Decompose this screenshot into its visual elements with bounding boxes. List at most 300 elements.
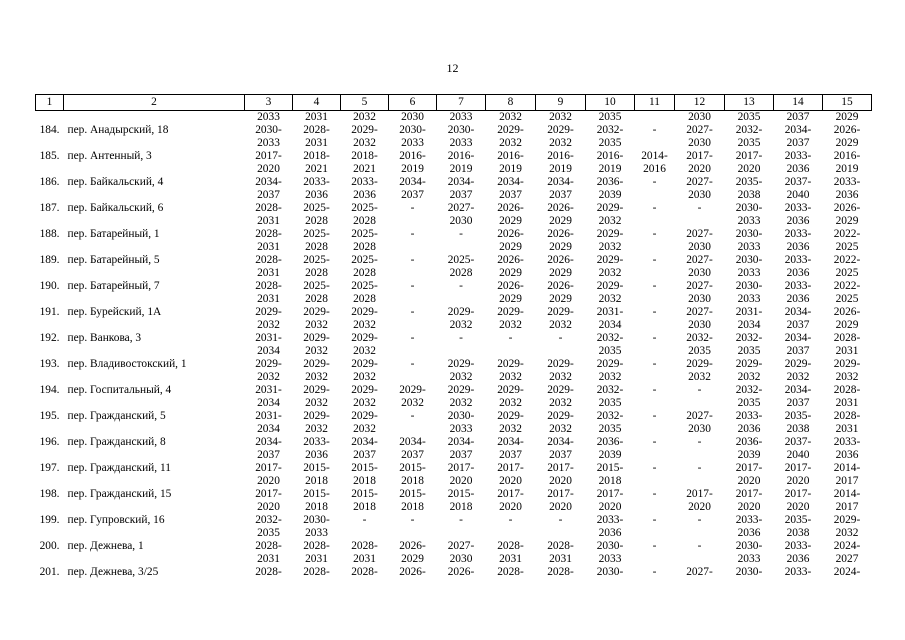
period-cell: 2025- (447, 254, 475, 266)
period-cell: 2028- (351, 566, 378, 578)
period-cell: 2026- (399, 540, 426, 552)
period-cell: 2037- (784, 436, 812, 448)
period-cell: 2029- (255, 358, 282, 370)
period-cell (635, 293, 675, 306)
period-cell: 2026- (497, 280, 524, 292)
period-cell: 2029- (497, 306, 524, 318)
period-cell: 2035- (735, 176, 763, 188)
period-cell (635, 423, 675, 436)
page-number: 12 (446, 61, 459, 75)
period-cell: 2027- (686, 176, 713, 188)
period-cell: 2040 (786, 189, 810, 201)
period-cell: 2020 (786, 475, 810, 487)
period-cell (536, 527, 586, 540)
address-cell: пер. Гражданский, 5 (67, 410, 166, 422)
period-cell: 2028 (305, 215, 328, 227)
period-cell: 2017- (784, 488, 812, 500)
period-cell: 2033- (784, 566, 812, 578)
period-cell: 2032 (549, 423, 572, 435)
period-cell: 2014- (641, 150, 668, 162)
table-header-row (36, 95, 872, 111)
row-number: 191. (39, 306, 60, 318)
period-cell: 2034 (257, 397, 280, 409)
period-cell: 2037 (401, 449, 424, 461)
address-cell (64, 111, 245, 125)
period-cell: 2028- (303, 540, 330, 552)
address-cell: пер. Антенный, 3 (67, 150, 152, 162)
period-cell: 2025 (835, 241, 859, 253)
address-cell: пер. Бурейский, 1А (67, 306, 162, 318)
period-cell: 2031 (305, 137, 328, 149)
table-row (36, 345, 872, 358)
period-cell: 2036- (596, 176, 624, 188)
period-cell: 2032- (596, 124, 624, 136)
period-cell: 2033- (351, 176, 378, 188)
period-cell: - (508, 514, 513, 526)
address-cell (64, 501, 245, 514)
table-row (36, 228, 872, 241)
period-cell: 2018- (303, 150, 330, 162)
period-cell: 2025- (303, 228, 330, 240)
address-cell (64, 371, 245, 384)
period-cell: 2026- (833, 202, 861, 214)
period-cell (486, 345, 536, 358)
period-cell: 2034- (447, 436, 475, 448)
period-cell: 2033 (401, 137, 424, 149)
period-cell: 2029- (547, 124, 574, 136)
table-row (36, 540, 872, 553)
column-header-1: 1 (36, 95, 64, 111)
period-cell: 2015- (303, 488, 330, 500)
period-cell: 2029- (351, 306, 378, 318)
period-cell: 2031 (835, 345, 859, 357)
period-cell (675, 475, 725, 488)
period-cell: 2030- (735, 280, 763, 292)
period-cell: - (459, 228, 463, 240)
period-cell: 2029- (351, 358, 378, 370)
period-cell: - (652, 462, 657, 474)
period-cell: 2017- (784, 462, 812, 474)
table-row (36, 176, 872, 189)
period-cell: 2029- (547, 384, 574, 396)
row-number (36, 163, 64, 176)
period-cell: 2036 (835, 189, 859, 201)
period-cell: 2033- (833, 436, 861, 448)
period-cell: 2035 (598, 345, 622, 357)
period-cell: 2031 (499, 553, 522, 565)
period-cell: 2018 (401, 475, 424, 487)
row-number: 199. (39, 514, 60, 526)
period-cell: 2019 (598, 163, 622, 175)
period-cell: 2032- (735, 124, 763, 136)
period-cell: 2031 (835, 397, 859, 409)
period-cell: 2037 (549, 189, 572, 201)
period-cell: 2032- (686, 332, 713, 344)
period-cell: 2029 (835, 215, 859, 227)
period-cell (389, 267, 437, 280)
period-cell: 2028 (353, 215, 376, 227)
period-cell: 2035 (737, 111, 761, 123)
period-cell: 2026- (547, 280, 574, 292)
row-number: 186. (39, 176, 60, 188)
column-header-6: 6 (389, 95, 437, 111)
period-cell: 2033 (737, 267, 761, 279)
row-number (36, 397, 64, 410)
period-cell: 2036 (786, 293, 810, 305)
address-cell (64, 137, 245, 150)
column-header-7: 7 (437, 95, 486, 111)
address-cell (64, 241, 245, 254)
period-cell: 2031- (255, 332, 282, 344)
period-cell: 2030- (735, 566, 763, 578)
period-cell: 2016- (833, 150, 861, 162)
period-cell: 2033 (257, 111, 280, 123)
period-cell: 2017 (835, 475, 859, 487)
period-cell: 2026- (497, 254, 524, 266)
period-cell: 2033- (784, 254, 812, 266)
period-cell: 2019 (835, 163, 859, 175)
period-cell: 2032 (499, 423, 522, 435)
row-number (36, 475, 64, 488)
period-cell: 2017 (835, 501, 859, 513)
period-cell: 2028- (303, 124, 330, 136)
period-cell: 2034- (497, 176, 524, 188)
period-cell: 2037 (257, 449, 280, 461)
period-cell: 2015- (351, 488, 378, 500)
period-cell: 2028- (303, 566, 330, 578)
period-cell: 2022- (833, 254, 861, 266)
period-cell (635, 449, 675, 462)
period-cell: 2033 (449, 111, 473, 123)
period-cell: 2030- (735, 254, 763, 266)
period-cell: 2030 (688, 423, 711, 435)
period-cell: 2020 (499, 475, 522, 487)
period-cell: 2029- (784, 358, 812, 370)
address-cell: пер. Владивостокский, 1 (67, 358, 187, 370)
period-cell: 2034- (784, 384, 812, 396)
period-cell: 2032 (305, 319, 328, 331)
period-cell: 2018 (353, 475, 376, 487)
address-cell (64, 293, 245, 306)
row-number (36, 319, 64, 332)
address-cell (64, 215, 245, 228)
period-cell: 2033- (735, 514, 763, 526)
period-cell: 2029- (255, 306, 282, 318)
period-cell: 2034- (547, 176, 574, 188)
row-number (36, 293, 64, 306)
period-cell: 2036 (305, 449, 328, 461)
period-cell: 2029- (735, 358, 763, 370)
address-cell (64, 319, 245, 332)
period-cell: 2018 (598, 475, 622, 487)
period-cell (486, 527, 536, 540)
period-cell: 2034 (257, 345, 280, 357)
column-header-13: 13 (725, 95, 774, 111)
period-cell: 2025- (303, 280, 330, 292)
period-cell: 2028- (255, 254, 282, 266)
period-cell (437, 345, 486, 358)
column-header-10: 10 (586, 95, 635, 111)
table-row (36, 566, 872, 579)
period-cell: 2031- (255, 384, 282, 396)
period-cell: 2036- (596, 436, 624, 448)
period-cell: 2032 (598, 215, 622, 227)
period-cell: 2033 (449, 137, 473, 149)
period-cell: 2032 (549, 319, 572, 331)
period-cell: 2031 (257, 293, 280, 305)
period-cell: 2036 (835, 449, 859, 461)
address-cell (64, 267, 245, 280)
period-cell: 2032- (596, 384, 624, 396)
period-cell (389, 319, 437, 332)
period-cell (341, 527, 389, 540)
period-cell: 2026- (497, 202, 524, 214)
table-row (36, 410, 872, 423)
period-cell: 2029 (835, 111, 859, 123)
period-cell: - (697, 436, 702, 448)
table-row (36, 280, 872, 293)
period-cell: 2026- (447, 566, 475, 578)
row-number: 185. (39, 150, 60, 162)
table-row (36, 436, 872, 449)
period-cell: 2029- (497, 384, 524, 396)
period-cell: 2025- (351, 202, 378, 214)
period-cell: 2019 (449, 163, 473, 175)
period-cell: 2031 (835, 423, 859, 435)
period-cell: 2033- (784, 202, 812, 214)
period-cell: 2025- (351, 280, 378, 292)
period-cell: 2029- (596, 358, 624, 370)
period-cell: 2021 (305, 163, 328, 175)
period-cell: 2036 (737, 527, 761, 539)
period-cell: 2015- (303, 462, 330, 474)
period-cell: 2032 (598, 293, 622, 305)
table-row (36, 384, 872, 397)
period-cell: 2030- (735, 202, 763, 214)
period-cell: 2028- (547, 540, 574, 552)
period-cell: - (697, 462, 702, 474)
period-cell (437, 293, 486, 306)
address-cell: пер. Ванкова, 3 (67, 332, 142, 344)
period-cell: 2029- (547, 306, 574, 318)
row-number (36, 345, 64, 358)
column-header-11: 11 (635, 95, 675, 111)
period-cell: 2032 (786, 371, 810, 383)
period-cell: 2037 (499, 449, 522, 461)
period-cell: 2017- (255, 150, 282, 162)
period-cell: 2034- (255, 176, 282, 188)
period-cell: 2026- (547, 254, 574, 266)
period-cell: 2030 (401, 111, 424, 123)
period-cell: 2036 (786, 163, 810, 175)
period-cell (389, 371, 437, 384)
period-cell: 2032 (305, 397, 328, 409)
period-cell: 2035 (598, 423, 622, 435)
period-cell: - (410, 306, 415, 318)
period-cell (635, 215, 675, 228)
period-cell: 2027- (447, 202, 475, 214)
period-cell: 2034 (737, 319, 761, 331)
column-header-5: 5 (341, 95, 389, 111)
period-cell: - (558, 514, 563, 526)
period-cell (675, 397, 725, 410)
period-cell (635, 501, 675, 514)
period-cell: 2033- (303, 176, 330, 188)
period-cell: 2032 (549, 371, 572, 383)
period-cell: 2037 (499, 189, 522, 201)
period-cell: 2035 (737, 397, 761, 409)
period-cell: 2036 (786, 553, 810, 565)
period-cell: 2018 (305, 475, 328, 487)
row-number (36, 189, 64, 202)
period-cell: 2024- (833, 566, 861, 578)
address-cell (64, 189, 245, 202)
row-number (36, 527, 64, 540)
address-cell (64, 553, 245, 566)
period-cell: 2029- (351, 384, 378, 396)
period-cell: 2034 (257, 423, 280, 435)
period-cell: 2027- (447, 540, 475, 552)
period-cell: 2029 (401, 553, 424, 565)
period-cell: 2015- (596, 462, 624, 474)
period-cell: 2020 (598, 501, 622, 513)
period-cell: 2028 (353, 293, 376, 305)
period-cell: 2038 (786, 423, 810, 435)
period-cell: 2035 (737, 137, 761, 149)
column-header-2: 2 (64, 95, 245, 111)
period-cell: 2038 (786, 527, 810, 539)
period-cell: 2029 (835, 137, 859, 149)
period-cell: 2034- (547, 436, 574, 448)
period-cell: 2032- (596, 332, 624, 344)
period-cell: 2032 (737, 371, 761, 383)
address-cell: пер. Батарейный, 7 (67, 280, 160, 292)
period-cell (675, 553, 725, 566)
table-row (36, 449, 872, 462)
period-cell: 2018 (449, 501, 473, 513)
period-cell: 2030- (303, 514, 330, 526)
period-cell: 2038 (737, 189, 761, 201)
period-cell: 2035 (598, 111, 622, 123)
period-cell: 2021 (353, 163, 376, 175)
period-cell (635, 267, 675, 280)
period-cell: 2034- (399, 176, 426, 188)
period-cell: 2024- (833, 540, 861, 552)
period-cell: 2031 (257, 267, 280, 279)
period-cell: 2035 (257, 527, 280, 539)
period-cell: 2032 (499, 319, 522, 331)
period-cell (635, 475, 675, 488)
period-cell: 2032 (549, 137, 572, 149)
period-cell: - (410, 332, 415, 344)
address-cell (64, 163, 245, 176)
period-cell: 2028- (547, 566, 574, 578)
period-cell (635, 371, 675, 384)
period-cell: 2027- (686, 306, 713, 318)
period-cell: 2017- (735, 462, 763, 474)
period-cell: 2017- (547, 462, 574, 474)
period-cell: 2020 (549, 501, 572, 513)
period-cell: 2030 (688, 137, 711, 149)
table-row (36, 319, 872, 332)
period-cell: 2032- (255, 514, 282, 526)
period-cell: 2029- (447, 384, 475, 396)
table-row (36, 332, 872, 345)
period-cell: 2032 (598, 267, 622, 279)
period-cell: 2037 (449, 189, 473, 201)
period-cell: 2029- (547, 358, 574, 370)
row-number: 196. (39, 436, 60, 448)
period-cell: 2029- (351, 332, 378, 344)
period-cell: 2036 (353, 189, 376, 201)
row-number (36, 371, 64, 384)
address-cell: пер. Байкальский, 4 (67, 176, 164, 188)
period-cell: 2019 (549, 163, 572, 175)
period-cell: 2029 (549, 293, 572, 305)
table-row (36, 371, 872, 384)
period-cell: 2036 (786, 241, 810, 253)
period-cell: 2029- (833, 514, 861, 526)
period-cell: 2029- (686, 358, 713, 370)
period-cell: 2029 (549, 241, 572, 253)
period-cell: 2017- (596, 488, 624, 500)
period-cell: 2030- (735, 228, 763, 240)
period-cell: 2020 (257, 163, 280, 175)
period-cell: 2030- (399, 124, 426, 136)
period-cell: 2020 (737, 163, 761, 175)
period-cell: 2037 (353, 449, 376, 461)
period-cell: 2033 (737, 553, 761, 565)
period-cell: 2032 (598, 371, 622, 383)
period-cell: - (652, 540, 657, 552)
period-cell: 2029- (596, 202, 624, 214)
period-cell: 2031 (305, 553, 328, 565)
period-cell: 2025 (835, 293, 859, 305)
period-cell: 2040 (786, 449, 810, 461)
address-cell: пер. Гражданский, 15 (67, 488, 172, 500)
period-cell: 2025- (303, 202, 330, 214)
table-row (36, 189, 872, 202)
period-cell: 2028- (833, 384, 861, 396)
period-cell: 2034- (784, 332, 812, 344)
period-cell: 2037 (786, 319, 810, 331)
row-number (36, 215, 64, 228)
table-row (36, 488, 872, 501)
period-cell: - (697, 540, 702, 552)
period-cell: 2029 (835, 319, 859, 331)
period-cell: 2030 (688, 189, 711, 201)
period-cell (389, 293, 437, 306)
period-cell: 2028 (353, 267, 376, 279)
period-cell: - (652, 384, 657, 396)
period-cell: 2032 (688, 371, 711, 383)
address-cell (64, 475, 245, 488)
period-cell: - (410, 280, 415, 292)
period-cell: 2029- (497, 358, 524, 370)
period-cell (635, 111, 675, 125)
period-cell (675, 215, 725, 228)
period-cell: 2018- (351, 150, 378, 162)
row-number: 194. (39, 384, 60, 396)
table-row (36, 150, 872, 163)
period-cell: 2020 (549, 475, 572, 487)
period-cell: 2037 (786, 111, 810, 123)
address-cell (64, 527, 245, 540)
table-row (36, 397, 872, 410)
period-cell: 2037 (549, 449, 572, 461)
period-cell: - (410, 514, 415, 526)
row-number: 184. (39, 124, 60, 136)
